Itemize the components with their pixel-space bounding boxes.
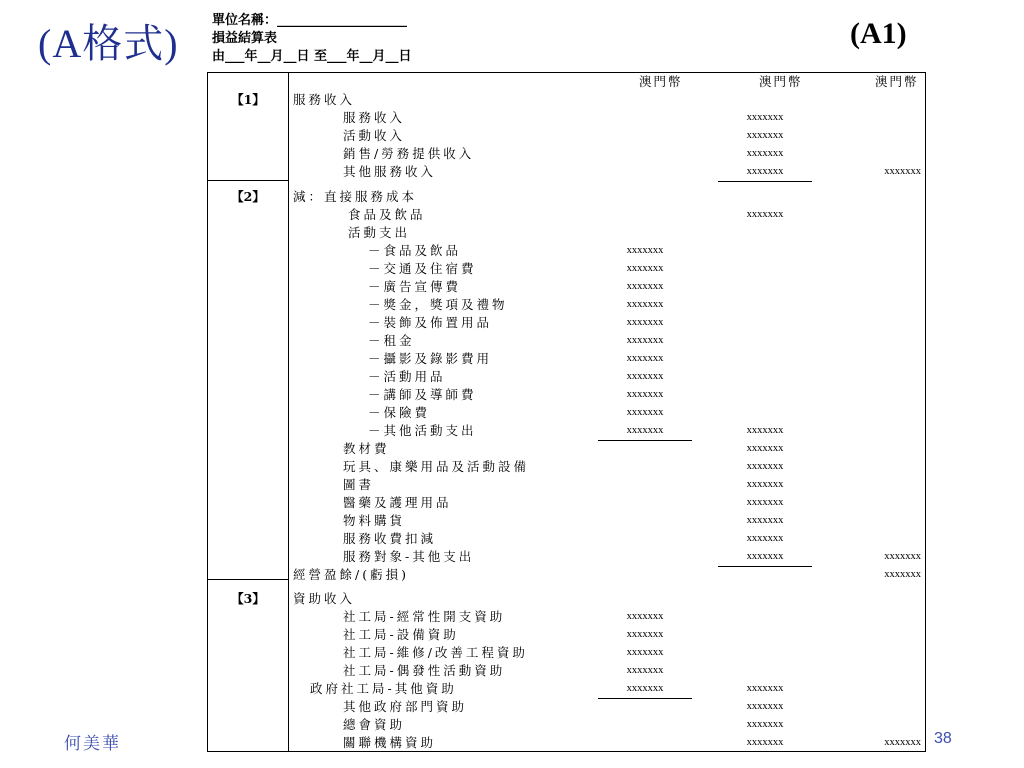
amount-c1: xxxxxxx — [626, 263, 664, 274]
amount-c2: xxxxxxx — [718, 163, 812, 182]
row-label: 政府社工局-其他資助 — [310, 681, 457, 696]
amount-c1: xxxxxxx — [626, 317, 664, 328]
row-label: 資助收入 — [293, 591, 356, 606]
statement-row — [208, 680, 925, 698]
statement-row — [208, 566, 925, 584]
amount-c1: xxxxxxx — [626, 407, 664, 418]
statement-name: 損益結算表 — [212, 31, 278, 46]
author-name: 何美華 — [64, 734, 121, 754]
row-label: 其他政府部門資助 — [343, 699, 468, 714]
statement-row — [208, 386, 925, 404]
amount-c2: xxxxxxx — [746, 533, 784, 544]
statement-row — [208, 260, 925, 278]
statement-row — [208, 188, 925, 206]
statement-row — [208, 440, 925, 458]
row-label: －食品及飲品 — [368, 243, 462, 258]
row-label: －交通及住宿費 — [368, 261, 477, 276]
amount-c2: xxxxxxx — [746, 209, 784, 220]
statement-row — [208, 698, 925, 716]
row-label: 社工局-偶發性活動資助 — [343, 663, 506, 678]
row-label: 總會資助 — [343, 717, 406, 732]
statement-row — [208, 530, 925, 548]
statement-row — [208, 626, 925, 644]
statement-row — [208, 422, 925, 440]
form-code: (A1) — [850, 17, 907, 50]
amount-c1: xxxxxxx — [626, 281, 664, 292]
statement-row — [208, 644, 925, 662]
amount-c1: xxxxxxx — [626, 245, 664, 256]
row-label: －講師及導師費 — [368, 387, 477, 402]
page-number: 38 — [934, 730, 952, 747]
statement-row — [208, 145, 925, 163]
column-header-1: 澳門幣 — [639, 74, 683, 89]
section-label-1: 【1】 — [231, 92, 265, 107]
statement-row — [208, 662, 925, 680]
row-label: 食品及飲品 — [348, 207, 426, 222]
amount-c1: xxxxxxx — [626, 335, 664, 346]
amount-c3: xxxxxxx — [884, 737, 921, 748]
amount-c2: xxxxxxx — [746, 515, 784, 526]
statement-row — [208, 109, 925, 127]
row-label: 服務收費扣減 — [343, 531, 437, 546]
amount-c1: xxxxxxx — [626, 665, 664, 676]
statement-row — [208, 458, 925, 476]
amount-c2: xxxxxxx — [746, 425, 784, 436]
amount-c2: xxxxxxx — [746, 719, 784, 730]
statement-row — [208, 278, 925, 296]
amount-c2: xxxxxxx — [746, 737, 784, 748]
amount-c1: xxxxxxx — [626, 371, 664, 382]
statement-row — [208, 368, 925, 386]
amount-c2: xxxxxxx — [746, 148, 784, 159]
statement-row — [208, 512, 925, 530]
row-label: －攝影及錄影費用 — [368, 351, 493, 366]
statement-row — [208, 548, 925, 566]
statement-row — [208, 224, 925, 242]
row-label: 醫藥及護理用品 — [343, 495, 452, 510]
amount-c1: xxxxxxx — [626, 389, 664, 400]
amount-c2: xxxxxxx — [746, 701, 784, 712]
amount-c1: xxxxxxx — [626, 353, 664, 364]
amount-c2: xxxxxxx — [746, 683, 784, 694]
statement-row — [208, 206, 925, 224]
amount-c2: xxxxxxx — [746, 497, 784, 508]
statement-row — [208, 163, 925, 181]
statement-row — [208, 242, 925, 260]
amount-c1: xxxxxxx — [626, 647, 664, 658]
income-statement-table — [207, 72, 926, 752]
amount-c3: xxxxxxx — [884, 166, 921, 177]
amount-c1: xxxxxxx — [626, 611, 664, 622]
row-label: 減：直接服務成本 — [293, 189, 418, 204]
row-label: －租金 — [368, 333, 415, 348]
amount-c2: xxxxxxx — [746, 130, 784, 141]
row-label: －保險費 — [368, 405, 431, 420]
amount-c1: xxxxxxx — [626, 629, 664, 640]
row-label: 社工局-維修/改善工程資助 — [343, 645, 528, 660]
amount-c2: xxxxxxx — [746, 443, 784, 454]
amount-c1: xxxxxxx — [598, 422, 692, 441]
row-label: 圖書 — [343, 477, 375, 492]
amount-c2: xxxxxxx — [746, 479, 784, 490]
row-label: 其他服務收入 — [343, 164, 437, 179]
row-label: －活動用品 — [368, 369, 446, 384]
row-label: 社工局-經常性開支資助 — [343, 609, 506, 624]
row-label: 銷售/勞務提供收入 — [343, 146, 475, 161]
amount-c2: xxxxxxx — [746, 461, 784, 472]
statement-row — [208, 404, 925, 422]
amount-c2: xxxxxxx — [746, 112, 784, 123]
row-label: 關聯機構資助 — [343, 735, 437, 750]
row-label: －裝飾及佈置用品 — [368, 315, 493, 330]
format-title: (A格式) — [38, 21, 179, 66]
column-header-row — [208, 73, 925, 91]
statement-row — [208, 350, 925, 368]
amount-c1: xxxxxxx — [598, 680, 692, 699]
statement-row — [208, 332, 925, 350]
row-label: 教材費 — [343, 441, 390, 456]
statement-row — [208, 476, 925, 494]
statement-row — [208, 296, 925, 314]
statement-header — [212, 12, 412, 66]
statement-row — [208, 494, 925, 512]
section-label-3: 【3】 — [231, 591, 265, 606]
amount-c2: xxxxxxx — [718, 548, 812, 567]
unit-name-line: 單位名稱：____________________ — [212, 13, 408, 28]
amount-c3: xxxxxxx — [884, 551, 921, 562]
row-label: 玩具、康樂用品及活動設備 — [343, 459, 530, 474]
row-label: 服務收入 — [293, 92, 356, 107]
row-label: 經營盈餘/(虧損) — [293, 567, 409, 582]
row-label: 活動收入 — [343, 128, 406, 143]
row-label: －其他活動支出 — [368, 423, 477, 438]
statement-row — [208, 608, 925, 626]
amount-c1: xxxxxxx — [626, 299, 664, 310]
statement-row — [208, 91, 925, 109]
statement-row — [208, 716, 925, 734]
section-label-2: 【2】 — [231, 189, 265, 204]
column-header-2: 澳門幣 — [759, 74, 803, 89]
period-line: 由___年__月__日 至___年__月__日 — [212, 49, 412, 64]
statement-row — [208, 734, 925, 752]
column-header-3: 澳門幣 — [875, 74, 919, 89]
row-label: 服務收入 — [343, 110, 406, 125]
statement-row — [208, 314, 925, 332]
row-label: －獎金，獎項及禮物 — [368, 297, 508, 312]
row-label: －廣告宣傳費 — [368, 279, 462, 294]
row-label: 服務對象-其他支出 — [343, 549, 475, 564]
row-label: 活動支出 — [348, 225, 411, 240]
row-label: 社工局-設備資助 — [343, 627, 459, 642]
statement-row — [208, 127, 925, 145]
statement-row — [208, 590, 925, 608]
row-label: 物料購貨 — [343, 513, 406, 528]
amount-c3: xxxxxxx — [884, 569, 921, 580]
